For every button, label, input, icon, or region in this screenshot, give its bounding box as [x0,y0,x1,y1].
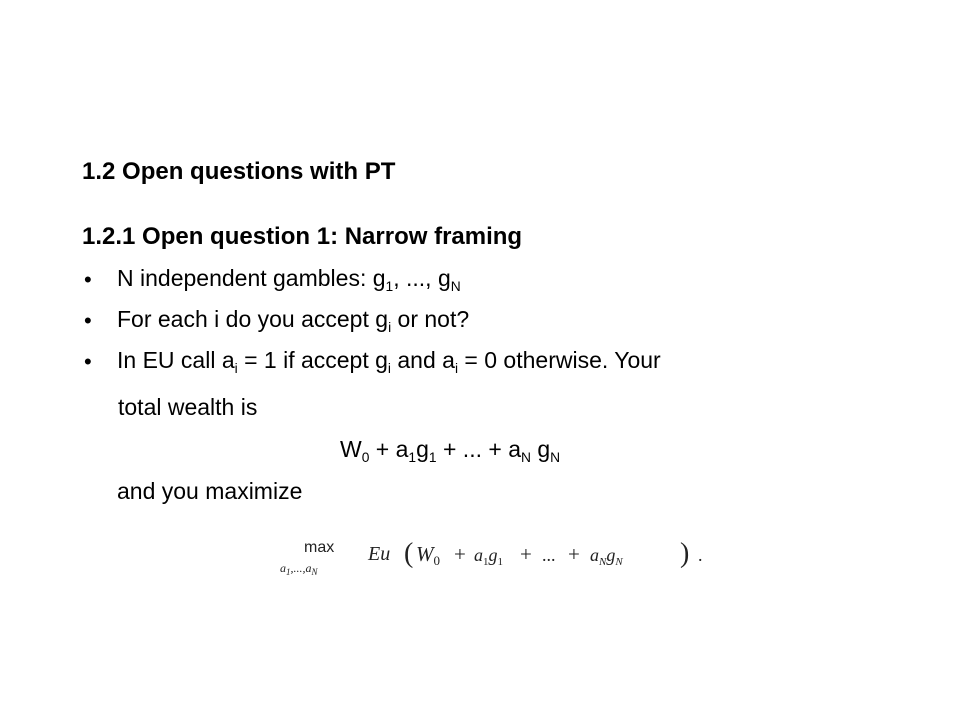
bullet-symbol: • [84,267,92,292]
max-under-label: $a_1,...,a_N$ [280,561,318,577]
bullet-accept-question: For each i do you accept $g_i$ or not? [117,306,470,335]
period: . [698,545,703,565]
wealth-formula: $W_0 + a_1g_1$ + ... + $a_N$ $g_N$ [340,436,561,465]
bullet-symbol: • [84,308,92,333]
bullet-symbol: • [84,349,92,374]
plus-2: + [520,542,532,566]
close-paren: ) [680,538,690,569]
w0-term: W0 [416,542,440,568]
subsection-title: 1.2.1 Open question 1: Narrow framing [82,223,523,250]
section-title: 1.2 Open questions with PT [82,158,396,185]
max-formula-image [276,532,726,580]
bullet-eu-call: In EU call $a_i = 1$ if accept $g_i$ and $a_i = 0$ otherwise. Your [117,347,661,376]
and-maximize-text: and you maximize [117,478,303,504]
eu-symbol: Eu [368,543,391,565]
plus-3: + [568,542,580,566]
max-label: max [304,539,335,556]
max-formula-svg [276,532,726,580]
bullet-independent-gambles: N independent gambles: $g_1$, ..., $g_N$ [117,265,461,294]
a1g1-term: $a_1g_1$ [474,545,503,568]
open-paren: ( [404,538,414,569]
ellipsis: ... [542,545,556,565]
continuation-text: total wealth is [118,394,258,420]
plus-1: + [454,542,466,566]
aNgN-term: $a_Ng_N$ [590,545,623,568]
